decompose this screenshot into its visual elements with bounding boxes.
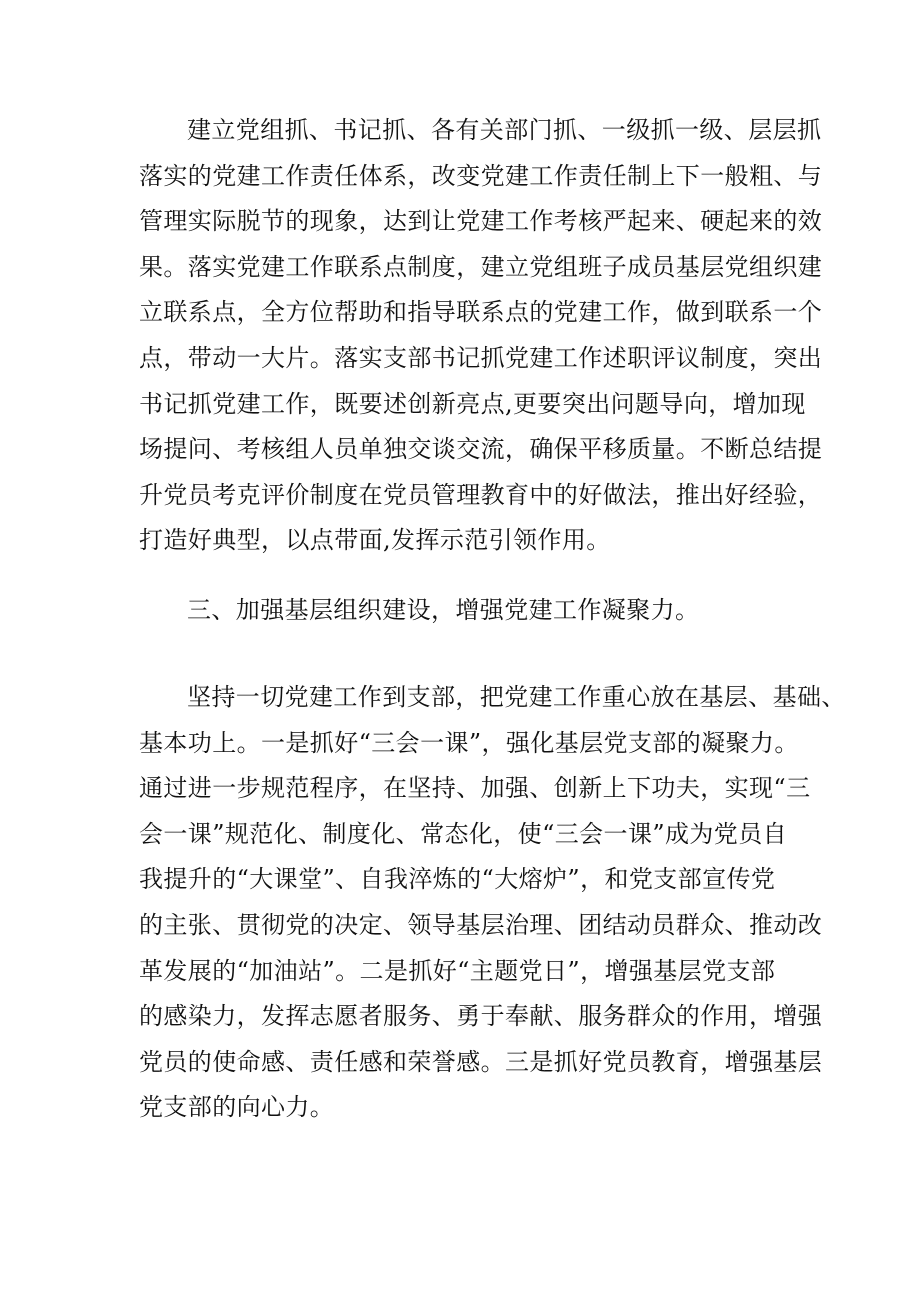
paragraph-line: 果。落实党建工作联系点制度，建立党组班子成员基层党组织建 (139, 252, 823, 281)
paragraph-line: 通过进一步规范程序，在坚持、加强、创新上下功夫，实现“三 (139, 774, 811, 803)
paragraph-line: 打造好典型，以点带面,发挥示范引领作用。 (139, 526, 611, 555)
paragraph-line: 革发展的“加油站”。二是抓好“主题党日”，增强基层党支部 (139, 956, 776, 985)
paragraph-line: 建立党组抓、书记抓、各有关部门抓、一级抓一级、层层抓 (187, 116, 822, 144)
paragraph-line: 场提问、考核组人员单独交谈交流，确保平移质量。不断总结提 (139, 435, 823, 464)
section-heading (139, 588, 794, 634)
paragraph-line: 基本功上。一是抓好“三会一课”，强化基层党支部的凝聚力。 (139, 728, 799, 757)
body-paragraph (139, 108, 823, 564)
paragraph-line: 立联系点，全方位帮助和指导联系点的党建工作，做到联系一个 (139, 298, 823, 327)
paragraph-line: 升党员考克评价制度在党员管理教育中的好做法，推出好经验， (139, 480, 823, 509)
paragraph-line: 书记抓党建工作，既要述创新亮点,更要突出问题导向，增加现 (139, 389, 806, 418)
paragraph-line: 的主张、贯彻党的决定、领导基层治理、团结动员群众、推动改 (139, 910, 823, 939)
paragraph-line: 会一课”规范化、制度化、常态化，使“三会一课”成为党员自 (139, 819, 788, 848)
paragraph-line: 党支部的向心力。 (139, 1093, 335, 1122)
section-heading-text: 三、加强基层组织建设，增强党建工作凝聚力。 (187, 596, 700, 624)
paragraph-line: 党员的使命感、责任感和荣誉感。三是抓好党员教育，增强基层 (139, 1047, 823, 1076)
paragraph-line: 我提升的“大课堂”、自我淬炼的“大熔炉”，和党支部宣传党 (139, 865, 776, 894)
paragraph-line: 管理实际脱节的现象，达到让党建工作考核严起来、硬起来的效 (139, 207, 823, 236)
paragraph-line: 点，带动一大片。落实支部书记抓党建工作述职评议制度，突出 (139, 343, 823, 372)
paragraph-line: 坚持一切党建工作到支部，把党建工作重心放在基层、基础、 (187, 683, 846, 711)
paragraph-line: 的感染力，发挥志愿者服务、勇于奉献、服务群众的作用，增强 (139, 1002, 823, 1031)
body-paragraph (139, 675, 846, 1131)
paragraph-line: 落实的党建工作责任体系，改变党建工作责任制上下一般粗、与 (139, 161, 823, 190)
